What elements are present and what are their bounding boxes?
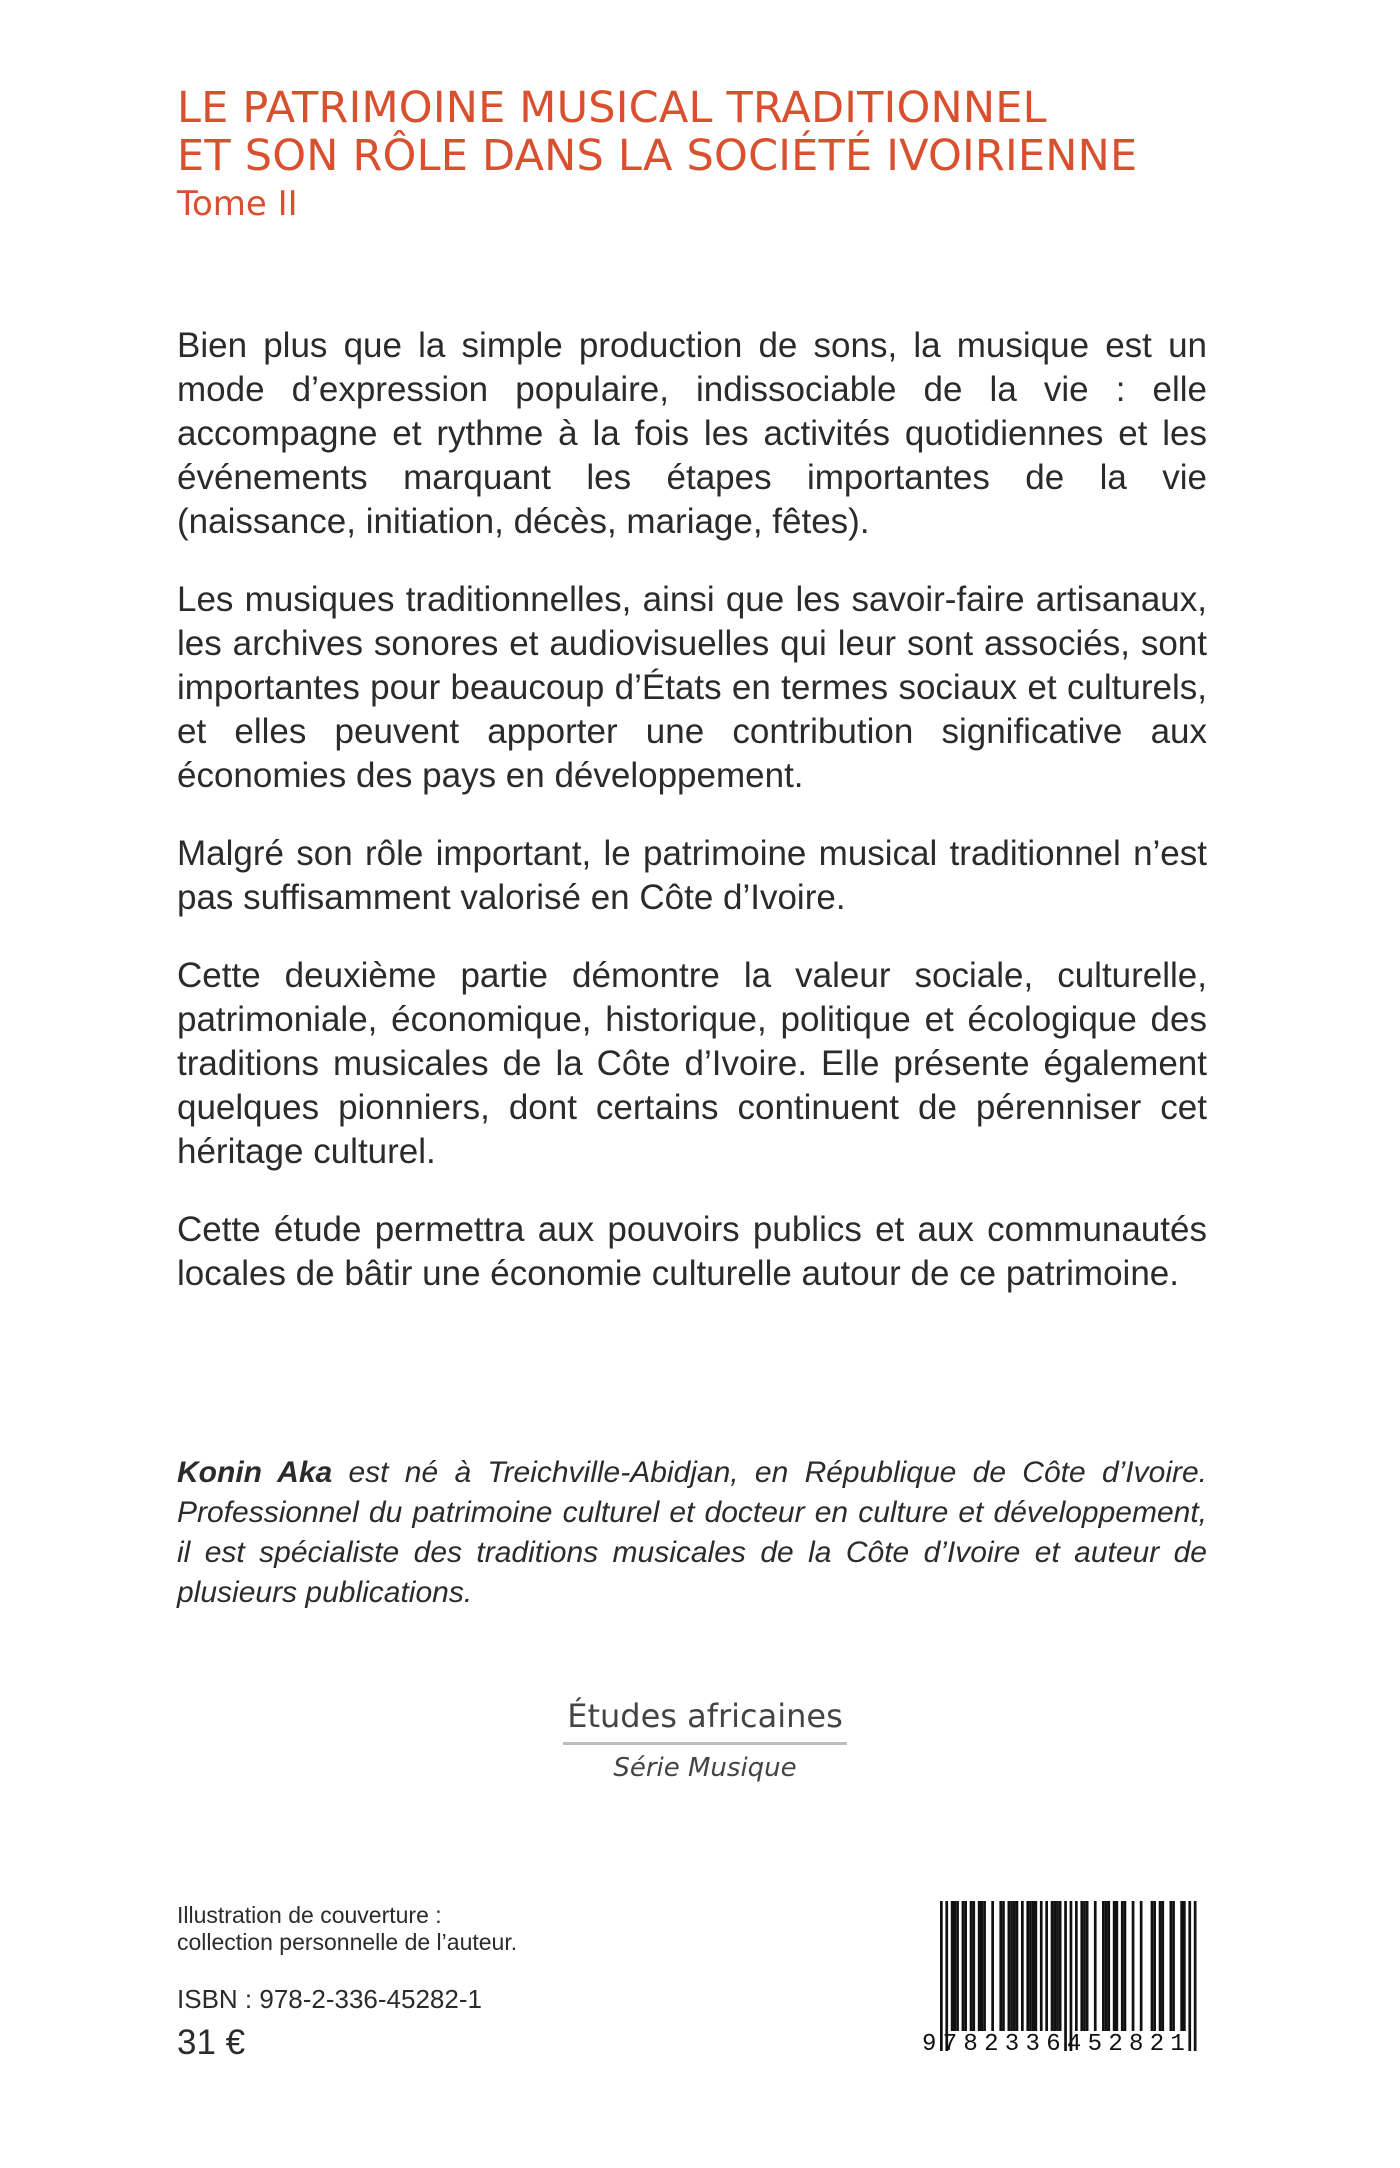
credits-line-1: Illustration de couverture : bbox=[177, 1902, 442, 1928]
isbn-label: ISBN : 978-2-336-45282-1 bbox=[177, 1984, 482, 2014]
volume-label: Tome II bbox=[177, 184, 298, 224]
barcode-bar bbox=[1021, 1901, 1024, 2031]
blurb-paragraph: Les musiques traditionnelles, ainsi que les savoir-faire artisanaux, les archives sonores et audiovisuelles qui leur sont associés, sont importantes pour beaucoup d’États en termes sociaux et culturels, et elles peuvent apporter une contribution significative aux économies des pays en développement. bbox=[177, 580, 1207, 795]
book-title-line-2: ET SON RÔLE DANS LA SOCIÉTÉ IVOIRIENNE bbox=[177, 131, 1138, 181]
barcode-bar bbox=[1029, 1901, 1032, 2031]
author-bio bbox=[177, 1453, 1207, 1613]
barcode-bar bbox=[1107, 1901, 1110, 2031]
barcode-bar bbox=[1016, 1901, 1019, 2031]
barcode-bar bbox=[981, 1901, 984, 2031]
barcode-bar bbox=[1008, 1901, 1011, 2031]
barcode bbox=[920, 1899, 1220, 2059]
series-logo bbox=[560, 1696, 850, 1785]
barcode-bar bbox=[1010, 1901, 1013, 2031]
author-name: Konin Aka bbox=[177, 1456, 333, 1489]
blurb-paragraph: Malgré son rôle important, le patrimoine musical traditionnel n’est pas suffisamment valorisé en Côte d’Ivoire. bbox=[177, 834, 1207, 917]
barcode-bar bbox=[1002, 1901, 1005, 2031]
barcode-bar bbox=[991, 1901, 994, 2031]
blurb-paragraph: Cette deuxième partie démontre la valeur sociale, culturelle, patrimoniale, économique, historique, politique et écologique des traditions musicales de la Côte d’Ivoire. Elle présente également quelques pionniers, dont certains continuent de pérenniser cet héritage culturel. bbox=[177, 956, 1207, 1171]
barcode-bar bbox=[1161, 1901, 1164, 2031]
barcode-bar bbox=[1124, 1901, 1127, 2031]
credits-line-2: collection personnelle de l’auteur. bbox=[177, 1929, 518, 1955]
blurb-paragraph: Cette étude permettra aux pouvoirs publics et aux communautés locales de bâtir une économie culturelle autour de ce patrimoine. bbox=[177, 1210, 1207, 1293]
barcode-bar bbox=[1083, 1901, 1086, 2031]
book-title-line-1: LE PATRIMOINE MUSICAL TRADITIONNEL bbox=[177, 83, 1047, 133]
barcode-bar bbox=[978, 1901, 981, 2031]
barcode-bar bbox=[1026, 1901, 1029, 2031]
barcode-bar bbox=[964, 1901, 967, 2031]
subseries-name: Série Musique bbox=[613, 1753, 797, 1783]
barcode-bar bbox=[1040, 1901, 1043, 2031]
barcode-bar bbox=[1153, 1901, 1156, 2031]
barcode-bar bbox=[1113, 1901, 1116, 2031]
barcode-bar bbox=[1059, 1901, 1062, 2031]
blurb-paragraph: Bien plus que la simple production de sons, la musique est un mode d’expression populaire, indissociable de la vie : elle accompagne et rythme à la fois les activités quotidiennes et les événements marquant les étapes importantes de la vie (naissance, initiation, décès, mariage, fêtes). bbox=[177, 326, 1207, 541]
barcode-bar bbox=[1013, 1901, 1016, 2031]
barcode-bar bbox=[999, 1901, 1002, 2031]
barcode-bar bbox=[1086, 1901, 1089, 2031]
barcode-bar bbox=[1183, 1901, 1186, 2031]
barcode-bar bbox=[951, 1901, 954, 2031]
barcode-bar bbox=[1140, 1901, 1143, 2031]
cover-credits bbox=[177, 1902, 777, 1956]
barcode-bar bbox=[1056, 1901, 1059, 2031]
barcode-digits: 9782336452821 bbox=[922, 2031, 1192, 2058]
barcode-bar bbox=[1105, 1901, 1108, 2031]
barcode-bar bbox=[1080, 1901, 1083, 2031]
barcode-bar bbox=[1053, 1901, 1056, 2031]
barcode-bar bbox=[1116, 1901, 1119, 2031]
barcode-bar bbox=[1035, 1901, 1038, 2031]
barcode-bar bbox=[1194, 1901, 1197, 2051]
barcode-bar bbox=[1064, 1901, 1067, 2051]
barcode-bar bbox=[970, 1901, 973, 2031]
barcode-bar bbox=[1159, 1901, 1162, 2031]
barcode-bar bbox=[972, 1901, 975, 2031]
price-label: 31 € bbox=[177, 2023, 246, 2062]
back-cover-blurb bbox=[177, 324, 1207, 1330]
barcode-bar bbox=[1170, 1901, 1173, 2031]
barcode-bar bbox=[1172, 1901, 1175, 2031]
barcode-bar bbox=[962, 1901, 965, 2031]
series-name: Études africaines bbox=[563, 1696, 847, 1745]
barcode-bar bbox=[940, 1901, 943, 2051]
barcode-bar bbox=[1032, 1901, 1035, 2031]
barcode-bar bbox=[945, 1901, 948, 2051]
barcode-bar bbox=[1070, 1901, 1073, 2051]
barcode-bar bbox=[954, 1901, 957, 2031]
book-title-block bbox=[177, 84, 1227, 224]
barcode-bar bbox=[1121, 1901, 1124, 2031]
barcode-bar bbox=[983, 1901, 986, 2031]
barcode-bar bbox=[1075, 1901, 1078, 2031]
barcode-bar bbox=[1151, 1901, 1154, 2031]
barcode-bar bbox=[1045, 1901, 1048, 2031]
barcode-bar bbox=[1188, 1901, 1191, 2051]
barcode-bar bbox=[956, 1901, 959, 2031]
barcode-bar bbox=[1051, 1901, 1054, 2031]
barcode-bar bbox=[1132, 1901, 1135, 2031]
barcode-bar bbox=[1102, 1901, 1105, 2031]
barcode-bar bbox=[1094, 1901, 1097, 2031]
author-bio-text: est né à Treichville-Abidjan, en République de Côte d’Ivoire. Professionnel du patrimoine culturel et docteur en culture et développement, il est spécialiste des traditions musicales de la Côte d’Ivoire et auteur de plusieurs publications. bbox=[177, 1456, 1207, 1609]
barcode-bar bbox=[1180, 1901, 1183, 2031]
